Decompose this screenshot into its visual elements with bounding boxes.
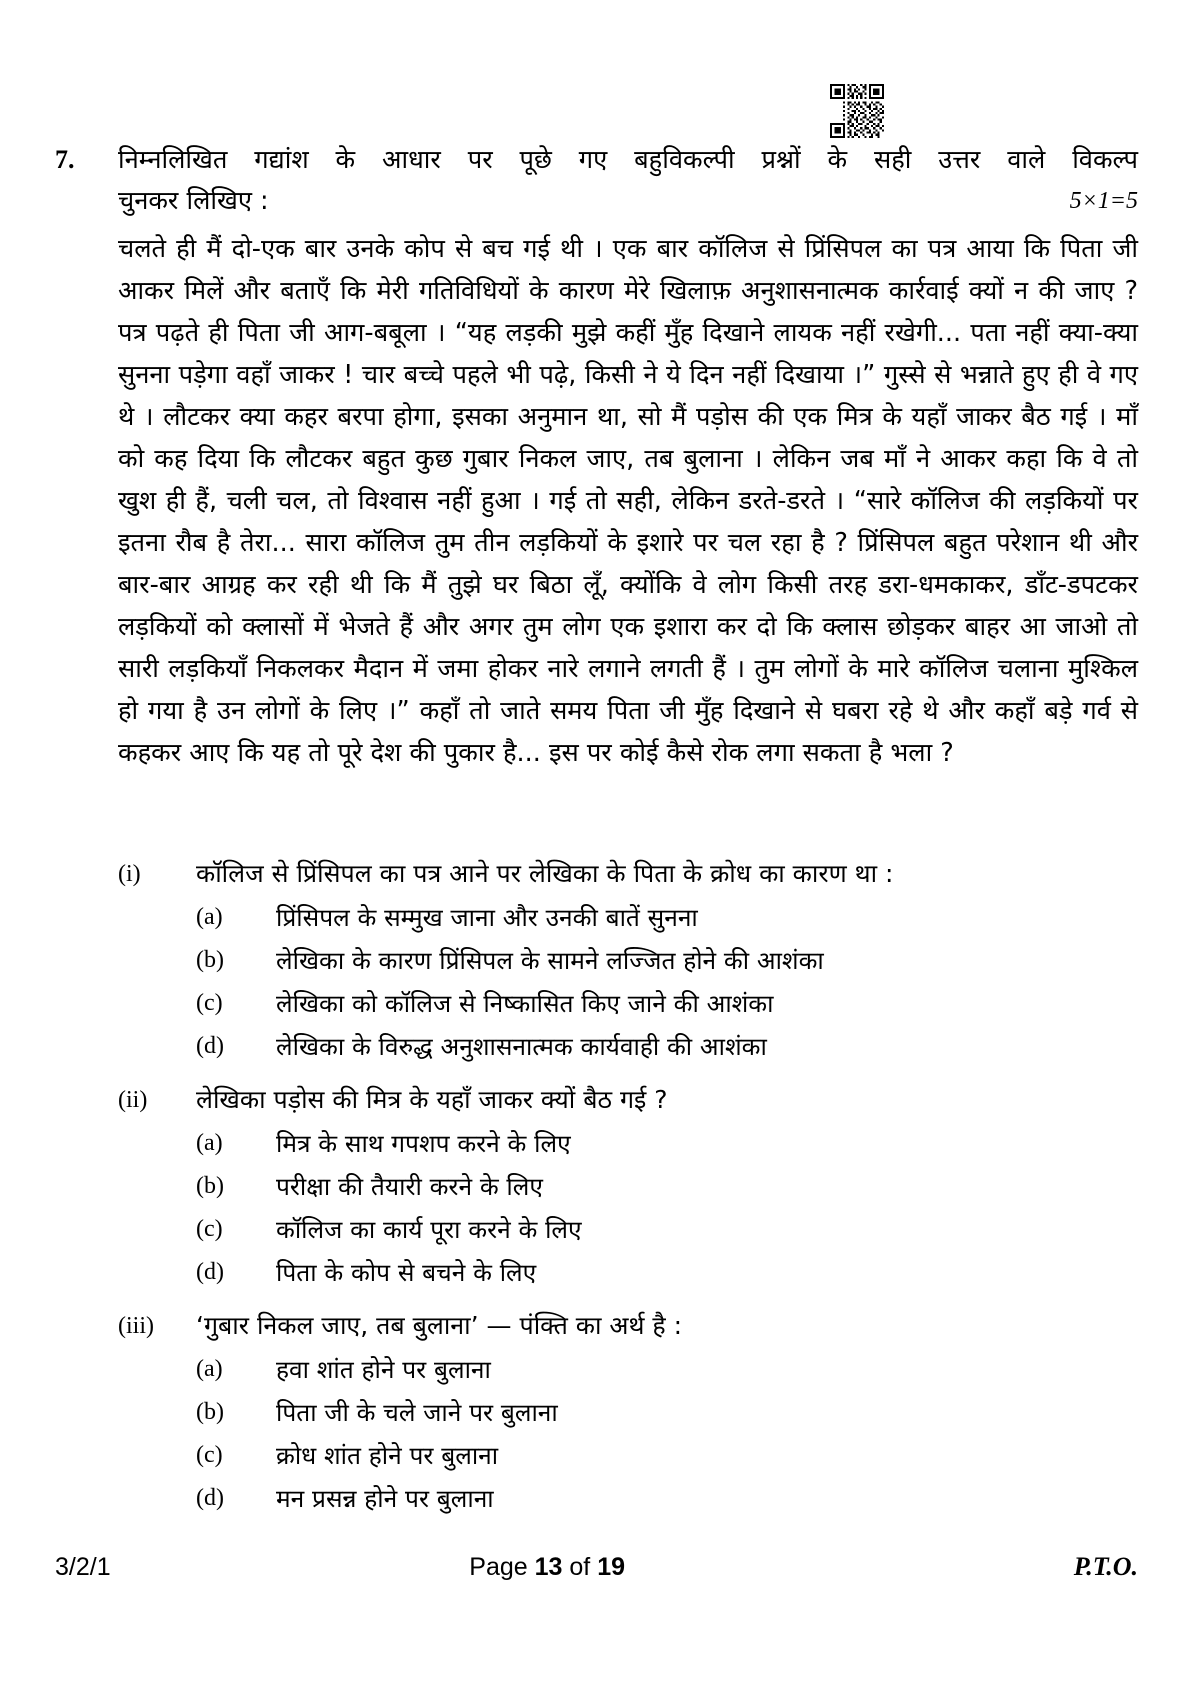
mcq-roman-numeral: (i) xyxy=(118,861,141,887)
option-letter: (a) xyxy=(196,904,223,930)
mcq-question-text: कॉलिज से प्रिंसिपल का पत्र आने पर लेखिका के पिता के क्रोध का कारण था : xyxy=(196,859,894,888)
option-letter: (d) xyxy=(196,1033,224,1059)
mcq-list xyxy=(118,852,1138,1530)
option-text: हवा शांत होने पर बुलाना xyxy=(276,1355,491,1384)
mcq-option[interactable] xyxy=(118,1208,1138,1251)
mcq-question-row xyxy=(118,852,1138,896)
option-letter: (c) xyxy=(196,990,223,1016)
mcq-option[interactable] xyxy=(118,1251,1138,1294)
option-letter: (c) xyxy=(196,1216,223,1242)
option-letter: (b) xyxy=(196,1399,224,1425)
mcq-option[interactable] xyxy=(118,1122,1138,1165)
mcq-item xyxy=(118,1078,1138,1294)
mcq-question-text: ‘गुबार निकल जाए, तब बुलाना’ — पंक्ति का अर्थ है : xyxy=(196,1311,683,1340)
reading-passage xyxy=(118,228,1138,774)
option-text: लेखिका के विरुद्ध अनुशासनात्मक कार्यवाही की आशंका xyxy=(276,1032,767,1061)
page-footer xyxy=(55,1552,1138,1582)
paper-code: 3/2/1 xyxy=(55,1553,111,1581)
option-text: मन प्रसन्न होने पर बुलाना xyxy=(276,1484,494,1513)
mcq-option[interactable] xyxy=(118,939,1138,982)
question-header-row xyxy=(55,140,1138,222)
option-letter: (b) xyxy=(196,1173,224,1199)
mcq-item xyxy=(118,852,1138,1068)
mcq-option[interactable] xyxy=(118,1477,1138,1520)
option-letter: (d) xyxy=(196,1485,224,1511)
mcq-question-row xyxy=(118,1078,1138,1122)
page-current: 13 xyxy=(534,1553,563,1581)
question-7-header xyxy=(55,140,1138,222)
page-total: 19 xyxy=(597,1553,625,1581)
option-letter: (a) xyxy=(196,1356,223,1382)
mcq-option[interactable] xyxy=(118,896,1138,939)
mcq-option[interactable] xyxy=(118,982,1138,1025)
option-letter: (a) xyxy=(196,1130,223,1156)
option-text: प्रिंसिपल के सम्मुख जाना और उनकी बातें सुनना xyxy=(276,903,698,932)
mcq-option[interactable] xyxy=(118,1434,1138,1477)
mcq-roman-numeral: (ii) xyxy=(118,1087,148,1113)
mcq-option[interactable] xyxy=(118,1348,1138,1391)
option-text: पिता के कोप से बचने के लिए xyxy=(276,1258,537,1287)
mcq-question-row xyxy=(118,1304,1138,1348)
passage-text: चलते ही मैं दो-एक बार उनके कोप से बच गई थी । एक बार कॉलिज से प्रिंसिपल का पत्र आया कि पिता जी आकर मिलें और बताएँ कि मेरी गतिविधियों के कारण मेरे खिलाफ़ अनुशासनात्मक कार्रवाई क्यों न की जाए ? पत्र पढ़ते ही पिता जी आग-बबूला । “यह लड़की मुझे कहीं मुँह दिखाने लायक नहीं रखेगी... पता नहीं क्या-क्या सुनना पड़ेगा वहाँ जाकर ! चार बच्चे पहले भी पढ़े, किसी ने ये दिन नहीं दिखाया ।” गुस्से से भन्नाते हुए ही वे गए थे । लौटकर क्या कहर बरपा होगा, इसका अनुमान था, सो मैं पड़ोस की एक मित्र के यहाँ जाकर बैठ गई । माँ को कह दिया कि लौटकर बहुत कुछ गुबार निकल जाए, तब बुलाना । लेकिन जब माँ ने आकर कहा कि वे तो खुश ही हैं, चली चल, तो विश्वास नहीं हुआ । गई तो सही, लेकिन डरते-डरते । “सारे कॉलिज की लड़कियों पर इतना रौब है तेरा... सारा कॉलिज तुम तीन लड़कियों के इशारे पर चल रहा है ? प्रिंसिपल बहुत परेशान थी और बार-बार आग्रह कर रही थी कि मैं तुझे घर बिठा लूँ, क्योंकि वे लोग किसी तरह डरा-धमकाकर, डाँट-डपटकर लड़कियों को क्लासों में भेजते हैं और अगर तुम लोग एक इशारा कर दो कि क्लास छोड़कर बाहर आ जाओ तो सारी लड़कियाँ निकलकर मैदान में जमा होकर नारे लगाने लगती हैं । तुम लोगों के मारे कॉलिज चलाना मुश्किल हो गया है उन लोगों के लिए ।” कहाँ तो जाते समय पिता जी मुँह दिखाने से घबरा रहे थे और कहाँ बड़े गर्व से कहकर आए कि यह तो पूरे देश की पुकार है... इस पर कोई कैसे रोक लगा सकता है भला ? xyxy=(118,234,1138,768)
mcq-option[interactable] xyxy=(118,1165,1138,1208)
option-letter: (d) xyxy=(196,1259,224,1285)
page-of-label: of xyxy=(562,1553,598,1581)
option-text: परीक्षा की तैयारी करने के लिए xyxy=(276,1172,543,1201)
qr-code-icon xyxy=(830,84,884,138)
mcq-roman-numeral: (iii) xyxy=(118,1313,154,1339)
option-letter: (b) xyxy=(196,947,224,973)
question-number: 7. xyxy=(55,145,75,174)
mcq-option[interactable] xyxy=(118,1025,1138,1068)
pto-label: P.T.O. xyxy=(1073,1552,1138,1581)
instruction-line-2: चुनकर लिखिए : xyxy=(118,186,269,216)
option-text: क्रोध शांत होने पर बुलाना xyxy=(276,1441,499,1470)
option-text: पिता जी के चले जाने पर बुलाना xyxy=(276,1398,558,1427)
mcq-question-text: लेखिका पड़ोस की मित्र के यहाँ जाकर क्यों बैठ गई ? xyxy=(196,1085,668,1114)
option-letter: (c) xyxy=(196,1442,223,1468)
mcq-option[interactable] xyxy=(118,1391,1138,1434)
marks-allocation: 5×1=5 xyxy=(1069,188,1138,214)
instruction-line-1: निम्नलिखित गद्यांश के आधार पर पूछे गए बहुविकल्पी प्रश्नों के सही उत्तर वाले विकल्प xyxy=(118,145,1138,175)
page-label: Page xyxy=(469,1553,535,1581)
page-indicator xyxy=(21,1553,1074,1582)
mcq-item xyxy=(118,1304,1138,1520)
option-text: लेखिका को कॉलिज से निष्कासित किए जाने की आशंका xyxy=(276,989,774,1018)
question-instruction xyxy=(118,140,1138,222)
option-text: कॉलिज का कार्य पूरा करने के लिए xyxy=(276,1215,582,1244)
option-text: मित्र के साथ गपशप करने के लिए xyxy=(276,1129,571,1158)
option-text: लेखिका के कारण प्रिंसिपल के सामने लज्जित होने की आशंका xyxy=(276,946,824,975)
